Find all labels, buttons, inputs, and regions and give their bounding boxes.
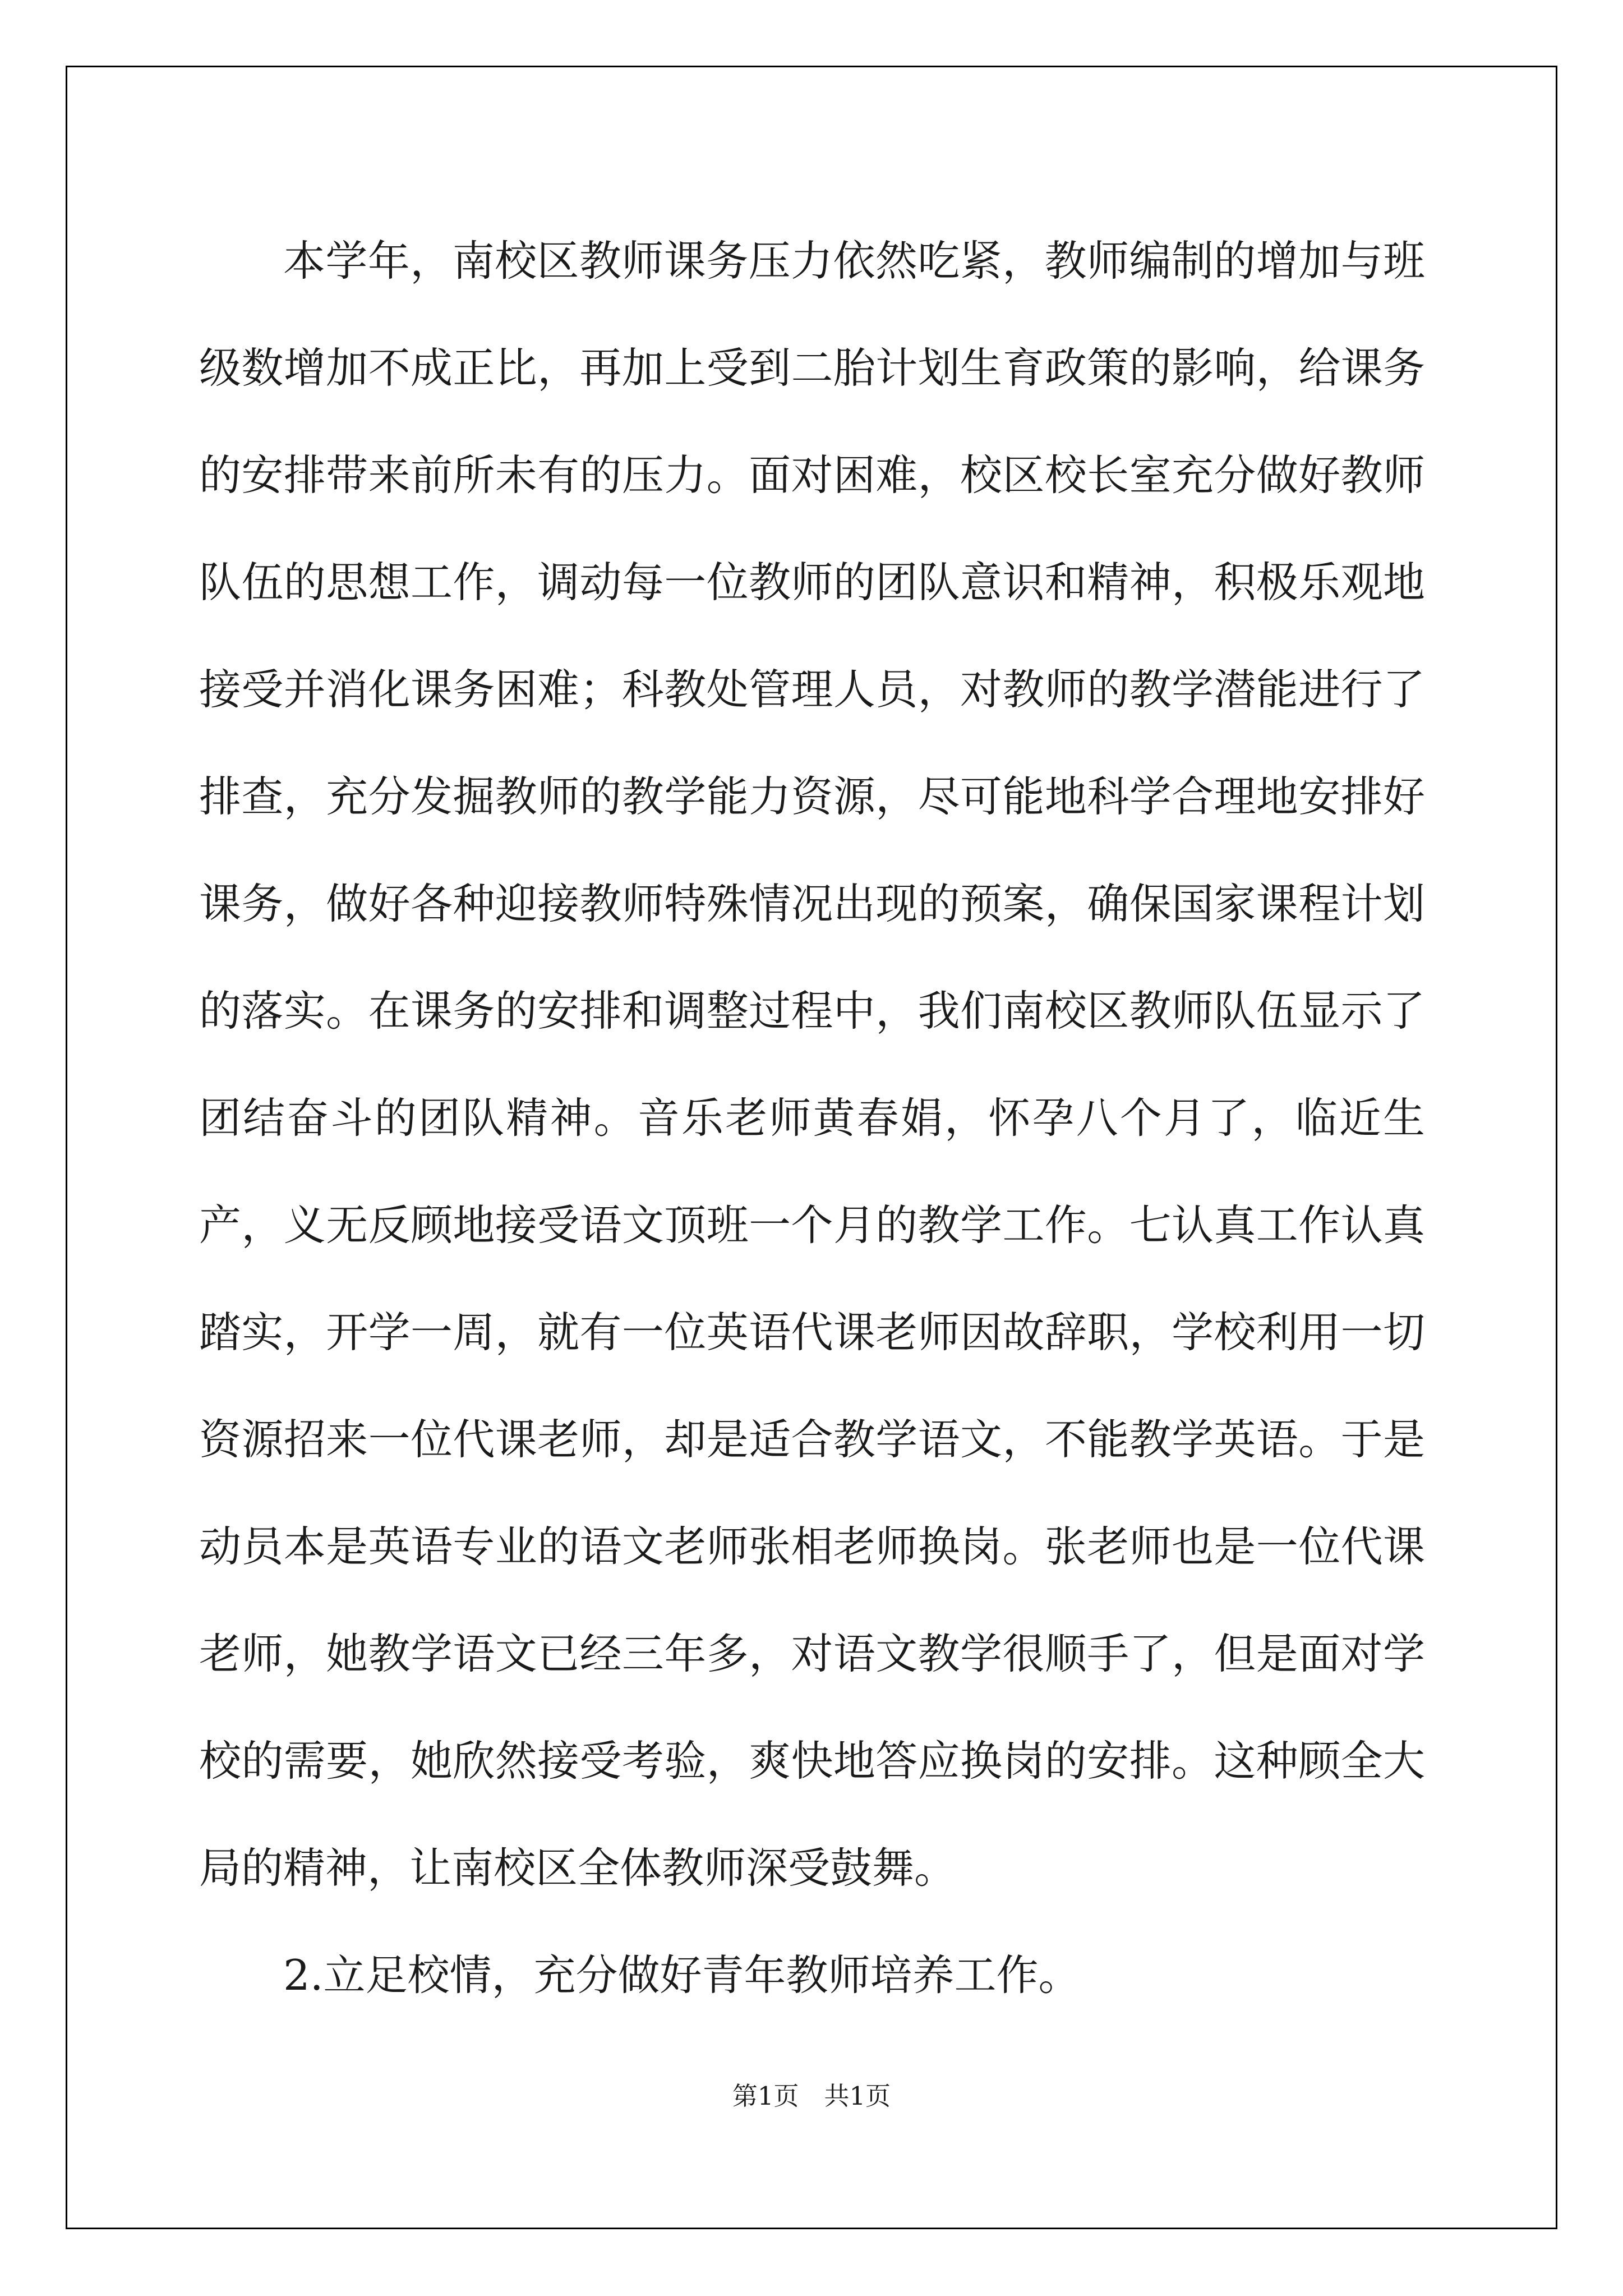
page-number-footer: 第1页 共1页 [732,2081,891,2111]
document-body [199,208,1425,2029]
section-heading: 2.立足校情，充分做好青年教师培养工作。 [283,1950,1081,2000]
body-paragraph: 本学年，南校区教师课务压力依然吃紧，教师编制的增加与班级数增加不成正比，再加上受到二胎计划生育政策的影响，给课务的安排带来前所未有的压力。面对困难，校区校长室充分做好教师队伍的思想工作，调动每一位教师的团队意识和精神，积极乐观地接受并消化课务困难；科教处管理人员，对教师的教学潜能进行了排查，充分发掘教师的教学能力资源，尽可能地科学合理地安排好课务，做好各种迎接教师特殊情况出现的预案，确保国家课程计划的落实。在课务的安排和调整过程中，我们南校区教师队伍显示了团结奋斗的团队精神。音乐老师黄春娟，怀孕八个月了，临近生产，义无反顾地接受语文顶班一个月的教学工作。七认真工作认真踏实，开学一周，就有一位英语代课老师因故辞职，学校利用一切资源招来一位代课老师，却是适合教学语文，不能教学英语。于是动员本是英语专业的语文老师张相老师换岗。张老师也是一位代课老师，她教学语文已经三年多，对语文教学很顺手了，但是面对学校的需要，她欣然接受考验，爽快地答应换岗的安排。这种顾全大局的精神，让南校区全体教师深受鼓舞。 [199,236,1425,1893]
